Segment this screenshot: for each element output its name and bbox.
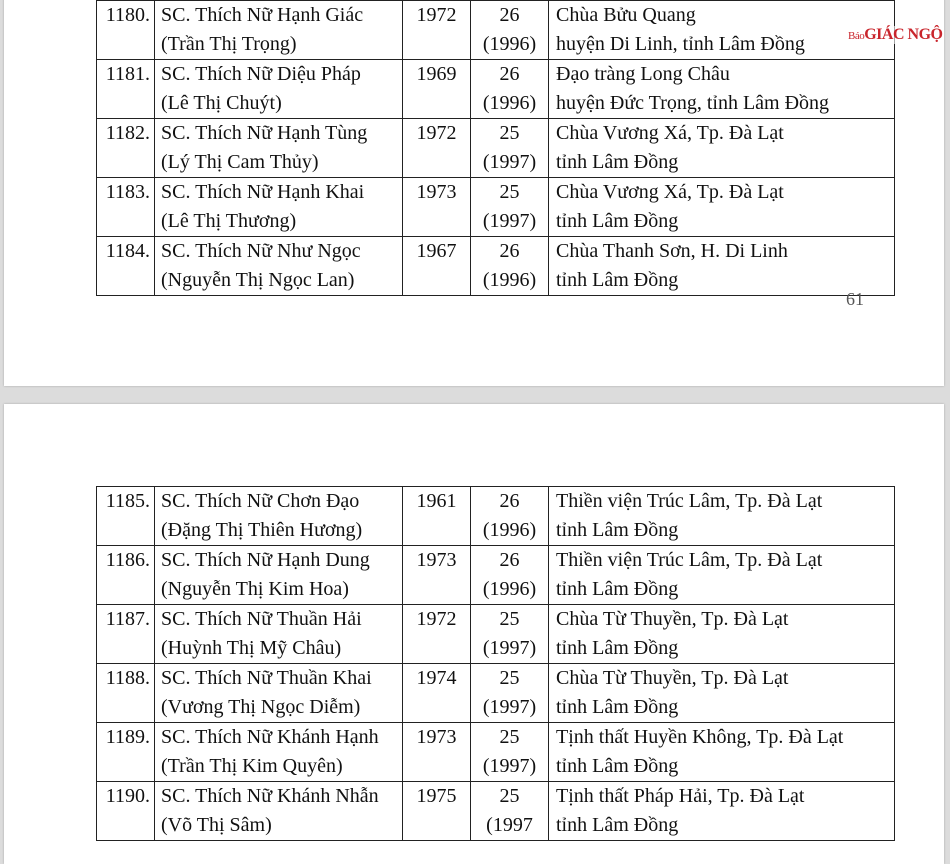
temple-address-line-1: Chùa Thanh Sơn, H. Di Linh	[556, 240, 788, 262]
entry-number	[97, 487, 155, 546]
temple-address-line-2: tỉnh Lâm Đồng	[556, 755, 679, 777]
birth-year-line-1: 1969	[416, 63, 457, 85]
temple-address-line-2: huyện Di Linh, tỉnh Lâm Đồng	[556, 33, 805, 55]
ordination-age-line-1: 25	[499, 726, 520, 748]
entry-number-line-1: 1180.	[105, 4, 150, 26]
birth-year-line-1: 1973	[416, 549, 457, 571]
entry-number-line-1: 1182.	[105, 122, 150, 144]
temple-address-line-2: tỉnh Lâm Đồng	[556, 814, 679, 836]
temple-address-line-1: Chùa Vương Xá, Tp. Đà Lạt	[556, 122, 784, 144]
dharma-name	[155, 178, 403, 237]
ordination-age	[471, 60, 549, 119]
dharma-name-line-2: (Vương Thị Ngọc Diễm)	[161, 696, 361, 718]
temple-address-line-2: tỉnh Lâm Đồng	[556, 210, 679, 232]
temple-address-line-1: Thiền viện Trúc Lâm, Tp. Đà Lạt	[556, 490, 823, 512]
birth-year	[403, 605, 471, 664]
dharma-name-line-2: (Lý Thị Cam Thủy)	[161, 151, 319, 173]
dharma-name	[155, 723, 403, 782]
birth-year-line-1: 1975	[416, 785, 457, 807]
watermark-prefix: Báo	[848, 30, 865, 42]
ordination-age-line-2: (1996)	[482, 92, 537, 114]
temple-address	[549, 723, 895, 782]
entry-number	[97, 546, 155, 605]
dharma-name-line-2: (Nguyễn Thị Ngọc Lan)	[161, 269, 355, 291]
temple-address	[549, 178, 895, 237]
temple-address	[549, 237, 895, 296]
entry-number	[97, 178, 155, 237]
birth-year-line-1: 1967	[416, 240, 457, 262]
birth-year	[403, 782, 471, 841]
ordination-age-line-1: 25	[499, 667, 520, 689]
ordination-age	[471, 119, 549, 178]
temple-address	[549, 487, 895, 546]
entry-number	[97, 237, 155, 296]
entry-number	[97, 605, 155, 664]
ordination-age-line-2: (1997)	[482, 696, 537, 718]
ordination-age-line-1: 25	[499, 608, 520, 630]
dharma-name-line-2: (Lê Thị Chuýt)	[161, 92, 282, 114]
birth-year-line-1: 1974	[416, 667, 457, 689]
dharma-name-line-2: (Đặng Thị Thiên Hương)	[161, 519, 363, 541]
dharma-name-line-1: SC. Thích Nữ Hạnh Khai	[161, 181, 365, 203]
ordination-age	[471, 1, 549, 60]
temple-address-line-1: Chùa Vương Xá, Tp. Đà Lạt	[556, 181, 784, 203]
table-row	[97, 237, 895, 296]
birth-year	[403, 60, 471, 119]
ordination-age-line-1: 26	[499, 4, 520, 26]
temple-address	[549, 605, 895, 664]
birth-year	[403, 546, 471, 605]
dharma-name-line-1: SC. Thích Nữ Thuần Khai	[161, 667, 372, 689]
table-row	[97, 664, 895, 723]
entry-number-line-1: 1185.	[105, 490, 150, 512]
birth-year	[403, 178, 471, 237]
ordination-age-line-1: 25	[499, 181, 520, 203]
nun-list-table-page-62	[96, 486, 895, 841]
birth-year-line-1: 1972	[416, 608, 457, 630]
entry-number	[97, 60, 155, 119]
ordination-age-line-1: 26	[499, 490, 520, 512]
page-number: 61	[846, 289, 864, 309]
birth-year	[403, 487, 471, 546]
entry-number-line-1: 1186.	[105, 549, 150, 571]
temple-address-line-1: Chùa Từ Thuyền, Tp. Đà Lạt	[556, 608, 789, 630]
dharma-name-line-1: SC. Thích Nữ Hạnh Tùng	[161, 122, 368, 144]
nun-list-table-page-61	[96, 0, 895, 296]
ordination-age-line-2: (1997)	[482, 637, 537, 659]
temple-address-line-1: Thiền viện Trúc Lâm, Tp. Đà Lạt	[556, 549, 823, 571]
temple-address-line-2: tỉnh Lâm Đồng	[556, 151, 679, 173]
entry-number	[97, 782, 155, 841]
table-row	[97, 119, 895, 178]
birth-year-line-1: 1973	[416, 181, 457, 203]
temple-address-line-1: Đạo tràng Long Châu	[556, 63, 730, 85]
entry-number-line-1: 1184.	[105, 240, 150, 262]
dharma-name-line-2: (Nguyễn Thị Kim Hoa)	[161, 578, 349, 600]
ordination-age-line-2: (1996)	[482, 33, 537, 55]
watermark-title: GIÁC NGỘ	[864, 26, 943, 43]
birth-year	[403, 723, 471, 782]
ordination-age	[471, 664, 549, 723]
ordination-age-line-2: (1997)	[482, 210, 537, 232]
birth-year-line-1: 1961	[416, 490, 457, 512]
entry-number-line-1: 1187.	[105, 608, 150, 630]
birth-year	[403, 237, 471, 296]
temple-address-line-2: tỉnh Lâm Đồng	[556, 519, 679, 541]
dharma-name-line-2: (Trần Thị Kim Quyên)	[161, 755, 343, 777]
ordination-age	[471, 605, 549, 664]
entry-number-line-1: 1188.	[105, 667, 150, 689]
ordination-age-line-2: (1997)	[482, 755, 537, 777]
dharma-name	[155, 782, 403, 841]
ordination-age-line-1: 26	[499, 240, 520, 262]
ordination-age	[471, 546, 549, 605]
ordination-age-line-1: 25	[499, 785, 520, 807]
ordination-age-line-2: (1997	[486, 814, 533, 836]
temple-address-line-2: tỉnh Lâm Đồng	[556, 578, 679, 600]
dharma-name-line-2: (Huỳnh Thị Mỹ Châu)	[161, 637, 342, 659]
ordination-age	[471, 782, 549, 841]
ordination-age-line-1: 26	[499, 63, 520, 85]
temple-address	[549, 782, 895, 841]
birth-year	[403, 664, 471, 723]
ordination-age-line-1: 26	[499, 549, 520, 571]
ordination-age	[471, 237, 549, 296]
newspaper-watermark-logo	[848, 26, 942, 44]
dharma-name-line-2: (Trần Thị Trọng)	[161, 33, 297, 55]
dharma-name	[155, 237, 403, 296]
ordination-age-line-2: (1996)	[482, 269, 537, 291]
dharma-name	[155, 119, 403, 178]
temple-address-line-1: Tịnh thất Huyền Không, Tp. Đà Lạt	[556, 726, 844, 748]
ordination-age-line-2: (1996)	[482, 519, 537, 541]
birth-year	[403, 119, 471, 178]
ordination-age-line-2: (1996)	[482, 578, 537, 600]
table-row	[97, 546, 895, 605]
temple-address	[549, 546, 895, 605]
dharma-name-line-1: SC. Thích Nữ Diệu Pháp	[161, 63, 361, 85]
entry-number-line-1: 1183.	[105, 181, 150, 203]
entry-number	[97, 723, 155, 782]
table-row	[97, 60, 895, 119]
dharma-name	[155, 60, 403, 119]
entry-number-line-1: 1189.	[105, 726, 150, 748]
dharma-name-line-2: (Võ Thị Sâm)	[161, 814, 272, 836]
dharma-name-line-1: SC. Thích Nữ Hạnh Giác	[161, 4, 364, 26]
temple-address	[549, 1, 895, 60]
dharma-name-line-1: SC. Thích Nữ Chơn Đạo	[161, 490, 360, 512]
dharma-name-line-2: (Lê Thị Thương)	[161, 210, 297, 232]
temple-address	[549, 664, 895, 723]
dharma-name	[155, 546, 403, 605]
dharma-name	[155, 1, 403, 60]
table-row	[97, 1, 895, 60]
temple-address-line-1: Chùa Từ Thuyền, Tp. Đà Lạt	[556, 667, 789, 689]
ordination-age	[471, 723, 549, 782]
entry-number-line-1: 1190.	[105, 785, 150, 807]
temple-address	[549, 60, 895, 119]
entry-number	[97, 119, 155, 178]
dharma-name-line-1: SC. Thích Nữ Như Ngọc	[161, 240, 361, 262]
dharma-name-line-1: SC. Thích Nữ Khánh Nhẫn	[161, 785, 379, 807]
table-row	[97, 605, 895, 664]
dharma-name	[155, 664, 403, 723]
ordination-age-line-1: 25	[499, 122, 520, 144]
document-page-62	[4, 404, 944, 864]
table-row	[97, 178, 895, 237]
ordination-age	[471, 487, 549, 546]
temple-address-line-2: tỉnh Lâm Đồng	[556, 696, 679, 718]
birth-year-line-1: 1972	[416, 4, 457, 26]
entry-number	[97, 1, 155, 60]
table-row	[97, 723, 895, 782]
birth-year-line-1: 1972	[416, 122, 457, 144]
document-page-61	[4, 0, 944, 386]
birth-year-line-1: 1973	[416, 726, 457, 748]
temple-address-line-1: Tịnh thất Pháp Hải, Tp. Đà Lạt	[556, 785, 805, 807]
ordination-age-line-2: (1997)	[482, 151, 537, 173]
temple-address-line-2: tỉnh Lâm Đồng	[556, 269, 679, 291]
ordination-age	[471, 178, 549, 237]
temple-address	[549, 119, 895, 178]
dharma-name-line-1: SC. Thích Nữ Thuần Hải	[161, 608, 362, 630]
table-row	[97, 782, 895, 841]
entry-number	[97, 664, 155, 723]
dharma-name	[155, 605, 403, 664]
dharma-name-line-1: SC. Thích Nữ Hạnh Dung	[161, 549, 370, 571]
dharma-name	[155, 487, 403, 546]
entry-number-line-1: 1181.	[105, 63, 150, 85]
table-row	[97, 487, 895, 546]
dharma-name-line-1: SC. Thích Nữ Khánh Hạnh	[161, 726, 379, 748]
temple-address-line-2: tỉnh Lâm Đồng	[556, 637, 679, 659]
birth-year	[403, 1, 471, 60]
temple-address-line-1: Chùa Bửu Quang	[556, 4, 696, 26]
temple-address-line-2: huyện Đức Trọng, tỉnh Lâm Đồng	[556, 92, 830, 114]
